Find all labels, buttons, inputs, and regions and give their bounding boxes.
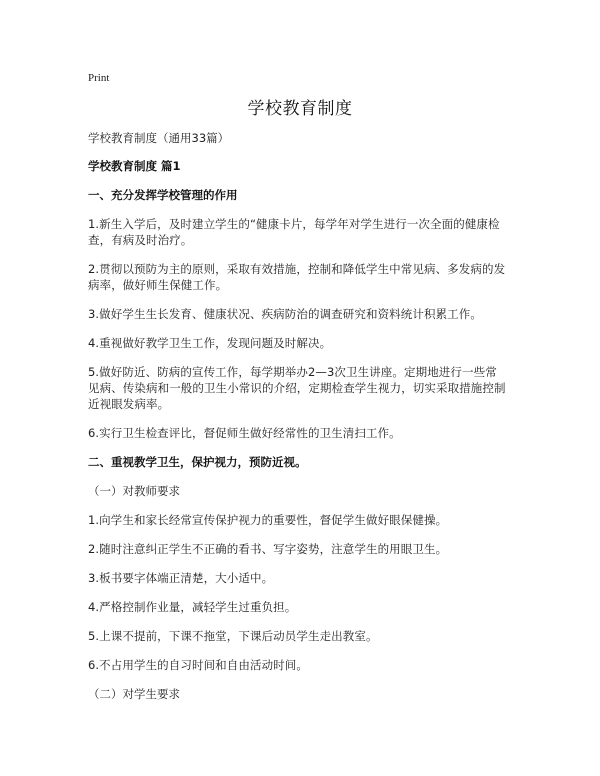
teacher-item-3: 3.板书要字体端正清楚，大小适中。 bbox=[88, 571, 274, 585]
teacher-item-1: 1.向学生和家长经常宣传保护视力的重要性，督促学生做好眼保健操。 bbox=[88, 513, 448, 527]
teacher-requirements-heading: （一）对教师要求 bbox=[88, 484, 180, 498]
document-subtitle: 学校教育制度（通用33篇） bbox=[88, 131, 230, 145]
section-1-item-2: 2.贯彻以预防为主的原则，采取有效措施，控制和降低学生中常见病、多发病的发病率，做好师生保健工作。 bbox=[88, 262, 506, 292]
teacher-item-6: 6.不占用学生的自习时间和自由活动时间。 bbox=[88, 658, 308, 672]
student-requirements-heading: （二）对学生要求 bbox=[88, 687, 180, 701]
document-title: 学校教育制度 bbox=[247, 99, 353, 119]
print-label: Print bbox=[88, 72, 110, 84]
teacher-item-2: 2.随时注意纠正学生不正确的看书、写字姿势，注意学生的用眼卫生。 bbox=[88, 542, 448, 556]
teacher-item-4: 4.严格控制作业量，减轻学生过重负担。 bbox=[88, 600, 297, 614]
section-1-heading: 一、充分发挥学校管理的作用 bbox=[88, 188, 238, 202]
section-1-item-3: 3.做好学生生长发育、健康状况、疾病防治的调查研究和资料统计积累工作。 bbox=[88, 307, 482, 321]
teacher-item-5: 5.上课不提前，下课不拖堂，下课后动员学生走出教室。 bbox=[88, 629, 378, 643]
section-1-item-5: 5.做好防近、防病的宣传工作，每学期举办2—3次卫生讲座。定期地进行一些常见病、传染病和一般的卫生小常识的介绍，定期检查学生视力，切实采取措施控制近视眼发病率。 bbox=[88, 365, 506, 411]
document-page bbox=[88, 70, 508, 715]
section-1-item-6: 6.实行卫生检查评比，督促师生做好经常性的卫生清扫工作。 bbox=[88, 426, 401, 440]
section-1-item-4: 4.重视做好教学卫生工作，发现问题及时解决。 bbox=[88, 336, 332, 350]
section-2-heading: 二、重视教学卫生，保护视力，预防近视。 bbox=[88, 455, 307, 469]
section-1-item-1: 1.新生入学后，及时建立学生的“健康卡片，每学年对学生进行一次全面的健康检查，有病及时治疗。 bbox=[88, 217, 500, 247]
article-heading: 学校教育制度 篇1 bbox=[88, 159, 181, 173]
